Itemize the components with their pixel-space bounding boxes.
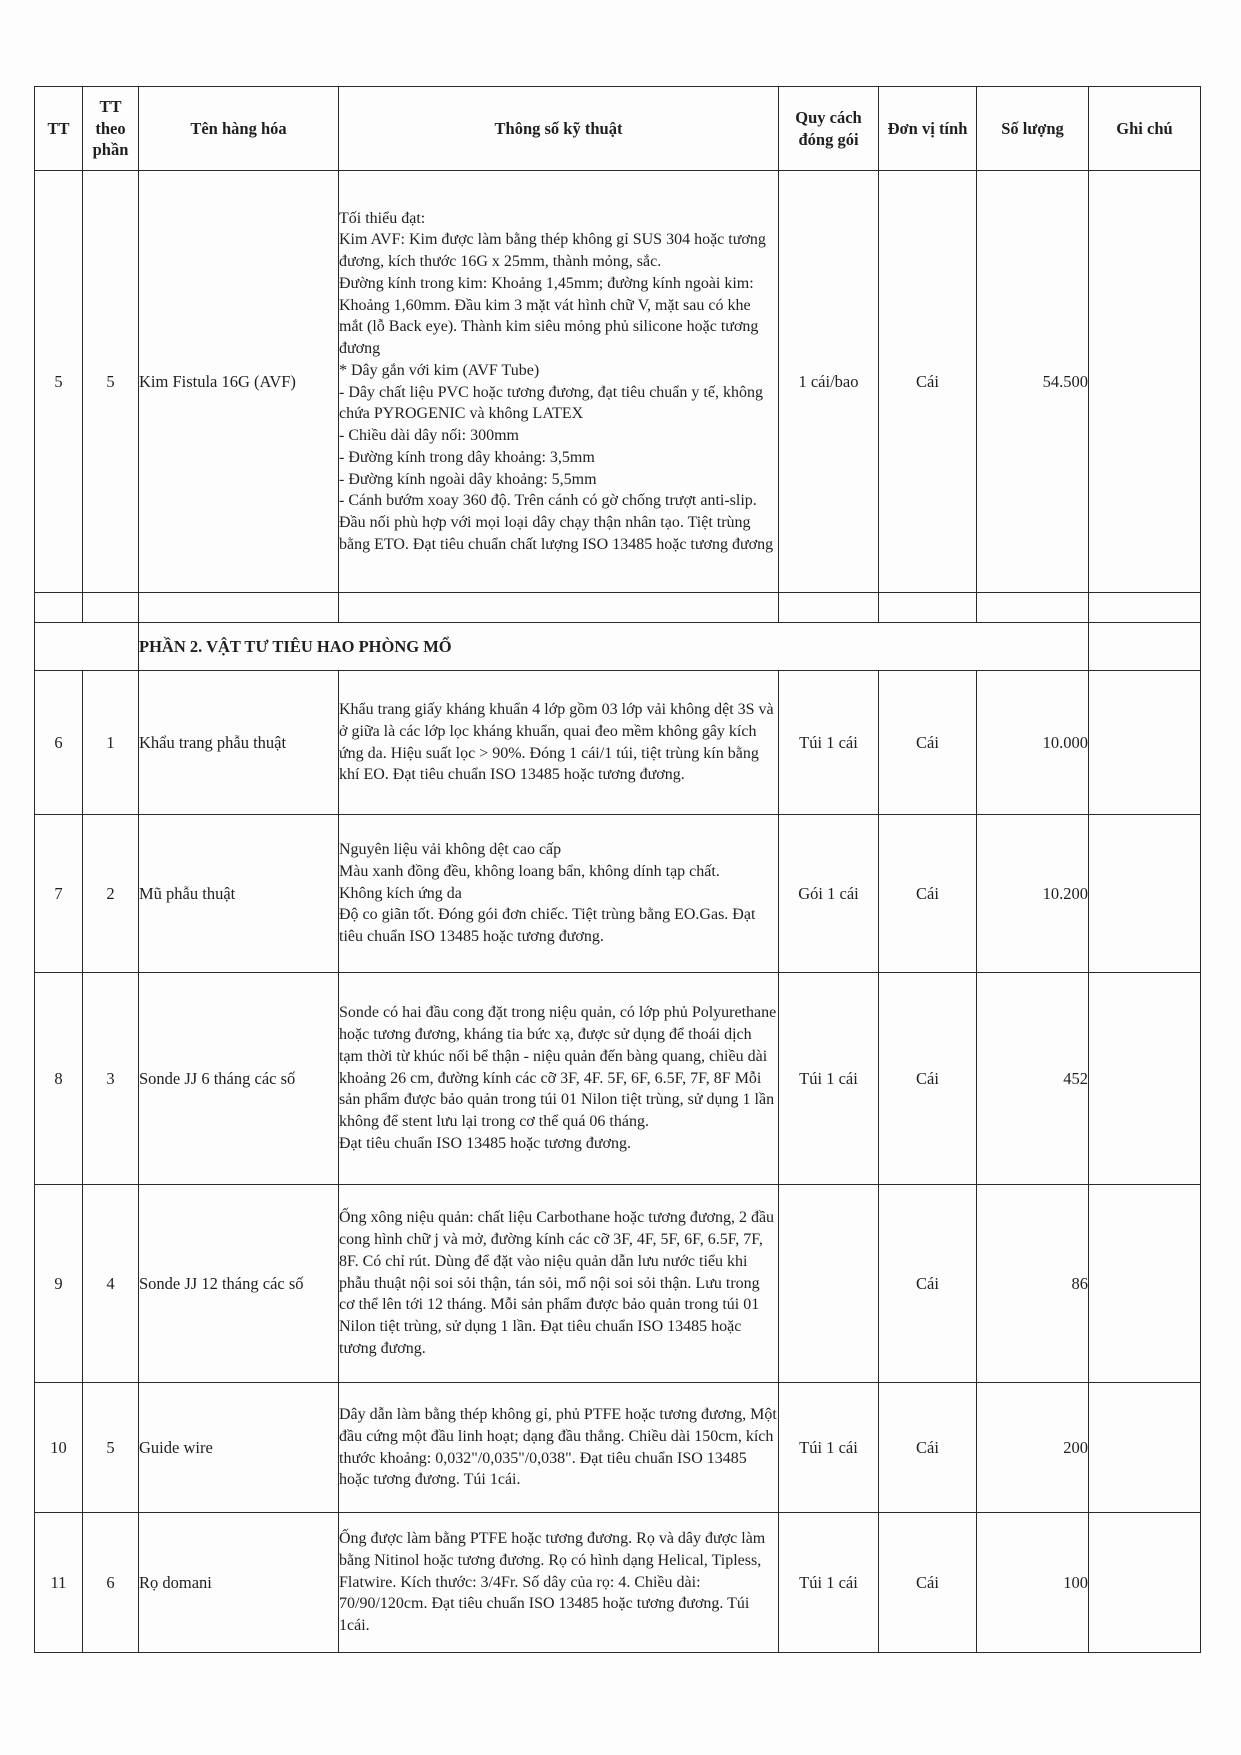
header-spec: Thông số kỹ thuật bbox=[339, 87, 779, 171]
header-note: Ghi chú bbox=[1089, 87, 1201, 171]
table-row bbox=[35, 171, 1201, 593]
cell-tt-part: 5 bbox=[83, 171, 139, 593]
cell-note bbox=[1089, 1383, 1201, 1513]
cell-tt-part: 6 bbox=[83, 1513, 139, 1653]
cell-tt-part: 1 bbox=[83, 671, 139, 815]
cell-tt-part: 4 bbox=[83, 1185, 139, 1383]
cell-tt: 11 bbox=[35, 1513, 83, 1653]
cell-qty: 10.000 bbox=[977, 671, 1089, 815]
cell-spec: Nguyên liệu vải không dệt cao cấp Màu xanh đồng đều, không loang bẩn, không dính tạp chất. Không kích ứng da Độ co giãn tốt. Đóng gói đơn chiếc. Tiệt trùng bằng EO.Gas. Đạt tiêu chuẩn ISO 13485 hoặc tương đương. bbox=[339, 815, 779, 973]
cell-packing: Gói 1 cái bbox=[779, 815, 879, 973]
table-row bbox=[35, 1513, 1201, 1653]
cell-tt: 5 bbox=[35, 171, 83, 593]
cell-unit: Cái bbox=[879, 1185, 977, 1383]
section-title: PHẦN 2. VẬT TƯ TIÊU HAO PHÒNG MỔ bbox=[139, 623, 1089, 671]
cell-unit: Cái bbox=[879, 973, 977, 1185]
cell-spec: Khẩu trang giấy kháng khuẩn 4 lớp gồm 03 lớp vải không dệt 3S và ở giữa là các lớp lọc kháng khuẩn, quai đeo mềm không gây kích ứng da. Hiệu suất lọc > 90%. Đóng 1 cái/1 túi, tiệt trùng kín bằng khí EO. Đạt tiêu chuẩn ISO 13485 hoặc tương đương. bbox=[339, 671, 779, 815]
empty-cell bbox=[139, 593, 339, 623]
cell-tt: 6 bbox=[35, 671, 83, 815]
cell-spec: Ống xông niệu quản: chất liệu Carbothane hoặc tương đương, 2 đầu cong hình chữ j và mở, đường kính các cỡ 3F, 4F, 5F, 6F, 6.5F, 7F, 8F. Có chỉ rút. Dùng để đặt vào niệu quản dẫn lưu nước tiểu khi phẫu thuật nội soi sỏi thận, tán sỏi, mổ nội soi sỏi thận. Lưu trong cơ thể lên tới 12 tháng. Mỗi sản phẩm được bảo quản trong túi 01 Nilon tiệt trùng, sử dụng 1 lần. Đạt tiêu chuẩn ISO 13485 hoặc tương đương. bbox=[339, 1185, 779, 1383]
cell-note bbox=[1089, 1513, 1201, 1653]
cell-tt: 8 bbox=[35, 973, 83, 1185]
cell-name: Mũ phẫu thuật bbox=[139, 815, 339, 973]
goods-spec-table bbox=[34, 86, 1201, 1653]
cell-unit: Cái bbox=[879, 1383, 977, 1513]
empty-cell bbox=[35, 593, 83, 623]
header-tt: TT bbox=[35, 87, 83, 171]
empty-cell bbox=[339, 593, 779, 623]
cell-qty: 10.200 bbox=[977, 815, 1089, 973]
header-tt-part: TT theo phần bbox=[83, 87, 139, 171]
header-row bbox=[35, 87, 1201, 171]
cell-name: Sonde JJ 6 tháng các số bbox=[139, 973, 339, 1185]
section-blank bbox=[35, 623, 139, 671]
cell-name: Kim Fistula 16G (AVF) bbox=[139, 171, 339, 593]
cell-packing: 1 cái/bao bbox=[779, 171, 879, 593]
cell-qty: 54.500 bbox=[977, 171, 1089, 593]
header-unit: Đơn vị tính bbox=[879, 87, 977, 171]
cell-note bbox=[1089, 171, 1201, 593]
cell-tt-part: 2 bbox=[83, 815, 139, 973]
cell-spec: Ống được làm bằng PTFE hoặc tương đương. Rọ và dây được làm bằng Nitinol hoặc tương đương. Rọ có hình dạng Helical, Tipless, Flatwire. Kích thước: 3/4Fr. Số dây của rọ: 4. Chiều dài: 70/90/120cm. Đạt tiêu chuẩn ISO 13485 hoặc tương đương. Túi 1cái. bbox=[339, 1513, 779, 1653]
empty-cell bbox=[83, 593, 139, 623]
table-row bbox=[35, 1185, 1201, 1383]
cell-packing: Túi 1 cái bbox=[779, 671, 879, 815]
empty-cell bbox=[1089, 593, 1201, 623]
table-row bbox=[35, 1383, 1201, 1513]
cell-unit: Cái bbox=[879, 671, 977, 815]
table-row bbox=[35, 973, 1201, 1185]
section-note bbox=[1089, 623, 1201, 671]
cell-note bbox=[1089, 1185, 1201, 1383]
cell-note bbox=[1089, 671, 1201, 815]
cell-spec: Tối thiểu đạt: Kim AVF: Kim được làm bằng thép không gỉ SUS 304 hoặc tương đương, kích thước 16G x 25mm, thành mỏng, sắc. Đường kính trong kim: Khoảng 1,45mm; đường kính ngoài kim: Khoảng 1,60mm. Đầu kim 3 mặt vát hình chữ V, mặt sau có khe mắt (lỗ Back eye). Thành kim siêu mỏng phủ silicone hoặc tương đương * Dây gắn với kim (AVF Tube) - Dây chất liệu PVC hoặc tương đương, đạt tiêu chuẩn y tế, không chứa PYROGENIC và không LATEX - Chiều dài dây nối: 300mm - Đường kính trong dây khoảng: 3,5mm - Đường kính ngoài dây khoảng: 5,5mm - Cánh bướm xoay 360 độ. Trên cánh có gờ chống trượt anti-slip. Đầu nối phù hợp với mọi loại dây chạy thận nhân tạo. Tiệt trùng bằng ETO. Đạt tiêu chuẩn chất lượng ISO 13485 hoặc tương đương bbox=[339, 171, 779, 593]
table-row bbox=[35, 671, 1201, 815]
cell-unit: Cái bbox=[879, 171, 977, 593]
cell-tt-part: 5 bbox=[83, 1383, 139, 1513]
cell-note bbox=[1089, 815, 1201, 973]
section-row bbox=[35, 623, 1201, 671]
cell-packing bbox=[779, 1185, 879, 1383]
cell-tt: 7 bbox=[35, 815, 83, 973]
header-packing: Quy cách đóng gói bbox=[779, 87, 879, 171]
cell-packing: Túi 1 cái bbox=[779, 973, 879, 1185]
cell-qty: 86 bbox=[977, 1185, 1089, 1383]
cell-spec: Dây dẫn làm bằng thép không gỉ, phủ PTFE hoặc tương đương, Một đầu cứng một đầu linh hoạt; dạng đầu thẳng. Chiều dài 150cm, kích thước khoảng: 0,032"/0,035"/0,038". Đạt tiêu chuẩn ISO 13485 hoặc tương đương. Túi 1cái. bbox=[339, 1383, 779, 1513]
header-qty: Số lượng bbox=[977, 87, 1089, 171]
cell-spec: Sonde có hai đầu cong đặt trong niệu quản, có lớp phủ Polyurethane hoặc tương đương, kháng tia bức xạ, được sử dụng để thoái dịch tạm thời từ khúc nối bể thận - niệu quản đến bàng quang, chiều dài khoảng 26 cm, đường kính các cỡ 3F, 4F. 5F, 6F, 6.5F, 7F, 8F Mỗi sản phẩm được bảo quản trong túi 01 Nilon tiệt trùng, sử dụng 1 lần không để stent lưu lại trong cơ thể quá 06 tháng. Đạt tiêu chuẩn ISO 13485 hoặc tương đương. bbox=[339, 973, 779, 1185]
cell-tt-part: 3 bbox=[83, 973, 139, 1185]
cell-name: Guide wire bbox=[139, 1383, 339, 1513]
empty-cell bbox=[879, 593, 977, 623]
cell-qty: 452 bbox=[977, 973, 1089, 1185]
empty-cell bbox=[779, 593, 879, 623]
empty-row bbox=[35, 593, 1201, 623]
cell-packing: Túi 1 cái bbox=[779, 1383, 879, 1513]
empty-cell bbox=[977, 593, 1089, 623]
cell-name: Khẩu trang phẫu thuật bbox=[139, 671, 339, 815]
cell-tt: 10 bbox=[35, 1383, 83, 1513]
cell-unit: Cái bbox=[879, 815, 977, 973]
cell-name: Rọ domani bbox=[139, 1513, 339, 1653]
cell-packing: Túi 1 cái bbox=[779, 1513, 879, 1653]
cell-qty: 200 bbox=[977, 1383, 1089, 1513]
table-row bbox=[35, 815, 1201, 973]
cell-name: Sonde JJ 12 tháng các số bbox=[139, 1185, 339, 1383]
header-name: Tên hàng hóa bbox=[139, 87, 339, 171]
cell-tt: 9 bbox=[35, 1185, 83, 1383]
cell-note bbox=[1089, 973, 1201, 1185]
cell-qty: 100 bbox=[977, 1513, 1089, 1653]
cell-unit: Cái bbox=[879, 1513, 977, 1653]
